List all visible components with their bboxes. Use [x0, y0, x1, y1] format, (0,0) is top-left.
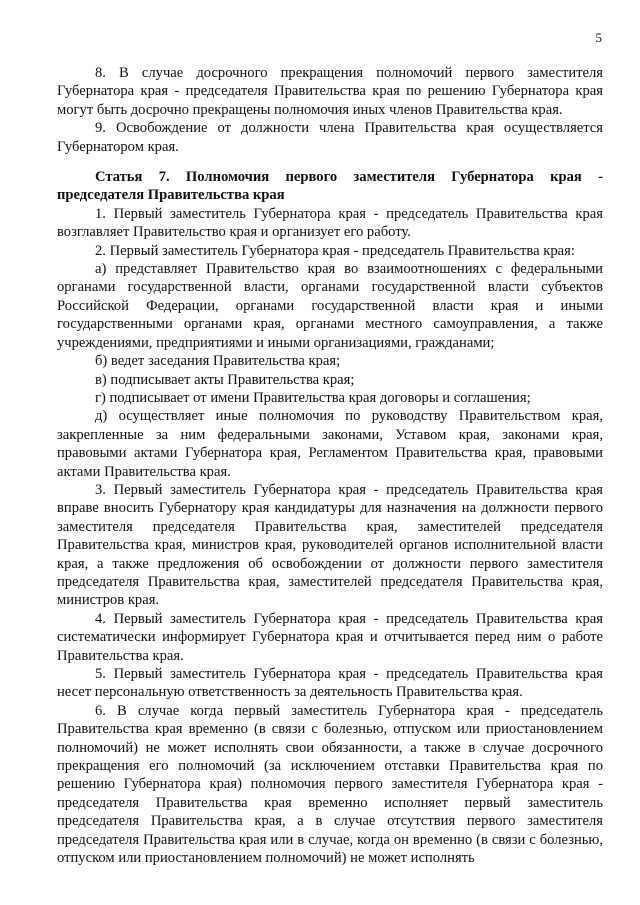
article-7-item-2g: г) подписывает от имени Правительства края договоры и соглашения;	[95, 389, 531, 406]
article-7-item-5: 5. Первый заместитель Губернатора края - председатель Правительства края несет персональную ответственность за деятельность Правительства края.	[57, 666, 603, 701]
paragraph-9: 9. Освобождение от должности члена Правительства края осуществляется Губернатором края.	[57, 120, 603, 155]
article-7-heading: Статья 7. Полномочия первого заместителя Губернатора края - председателя Правительства края	[57, 169, 603, 204]
article-7-item-3: 3. Первый заместитель Губернатора края - председатель Правительства края вправе вносить Губернатору края кандидатуры для назначения на должности первого заместителя председателя Правительства края, заместителей председателя Правительства края, министров края, руководителей органов исполнительной власти края, а также предложения об освобождении от должности первого заместителя председателя Правительства края, заместителей председателя Правительства края, министров края.	[57, 481, 603, 609]
article-7-item-4: 4. Первый заместитель Губернатора края - председатель Правительства края систематически информирует Губернатора края и отчитывается перед ним о работе Правительства края.	[57, 610, 603, 664]
article-7-item-2d: д) осуществляет иные полномочия по руководству Правительством края, закрепленные за ним федеральными законами, Уставом края, законами края, правовыми актами Губернатора края, Регламентом Правительства края, правовыми актами Правительства края.	[57, 408, 603, 480]
article-7-item-6: 6. В случае когда первый заместитель Губернатора края - председатель Правительства края временно (в связи с болезнью, отпуском или приостановлением полномочий) не может исполнять свои обязанности, а также в случае досрочного прекращения его полномочий (за исключением отставки Правительства края по решению Губернатора края) полномочия первого заместителя Губернатора края - председателя Правительства края временно исполняет первый заместитель председателя Правительства края, а в случае отсутствия первого заместителя председателя Правительства края или в случае, когда он временно (в связи с болезнью, отпуском или приостановлением полномочий) не может исполнять	[57, 702, 603, 867]
article-7-item-1: 1. Первый заместитель Губернатора края - председатель Правительства края возглавляет Правительство края и организует его работу.	[57, 205, 603, 241]
article-7-item-2v: в) подписывает акты Правительства края;	[95, 371, 355, 388]
document-body	[57, 64, 603, 867]
article-7-item-2a: а) представляет Правительство края во взаимоотношениях с федеральными органами государственной власти, органами государственной власти субъектов Российской Федерации, органами государственной власти края и иными государственными органами края, органами местного самоуправления, а также учреждениями, предприятиями и иными организациями, гражданами;	[57, 261, 603, 351]
page-number: 5	[595, 30, 602, 45]
article-7-item-2: 2. Первый заместитель Губернатора края - председатель Правительства края:	[95, 242, 575, 259]
article-7-item-2b: б) ведет заседания Правительства края;	[95, 353, 341, 370]
paragraph-8: 8. В случае досрочного прекращения полномочий первого заместителя Губернатора края - председателя Правительства края по решению Губернатора края могут быть досрочно прекращены полномочия иных членов Правительства края.	[57, 65, 603, 118]
